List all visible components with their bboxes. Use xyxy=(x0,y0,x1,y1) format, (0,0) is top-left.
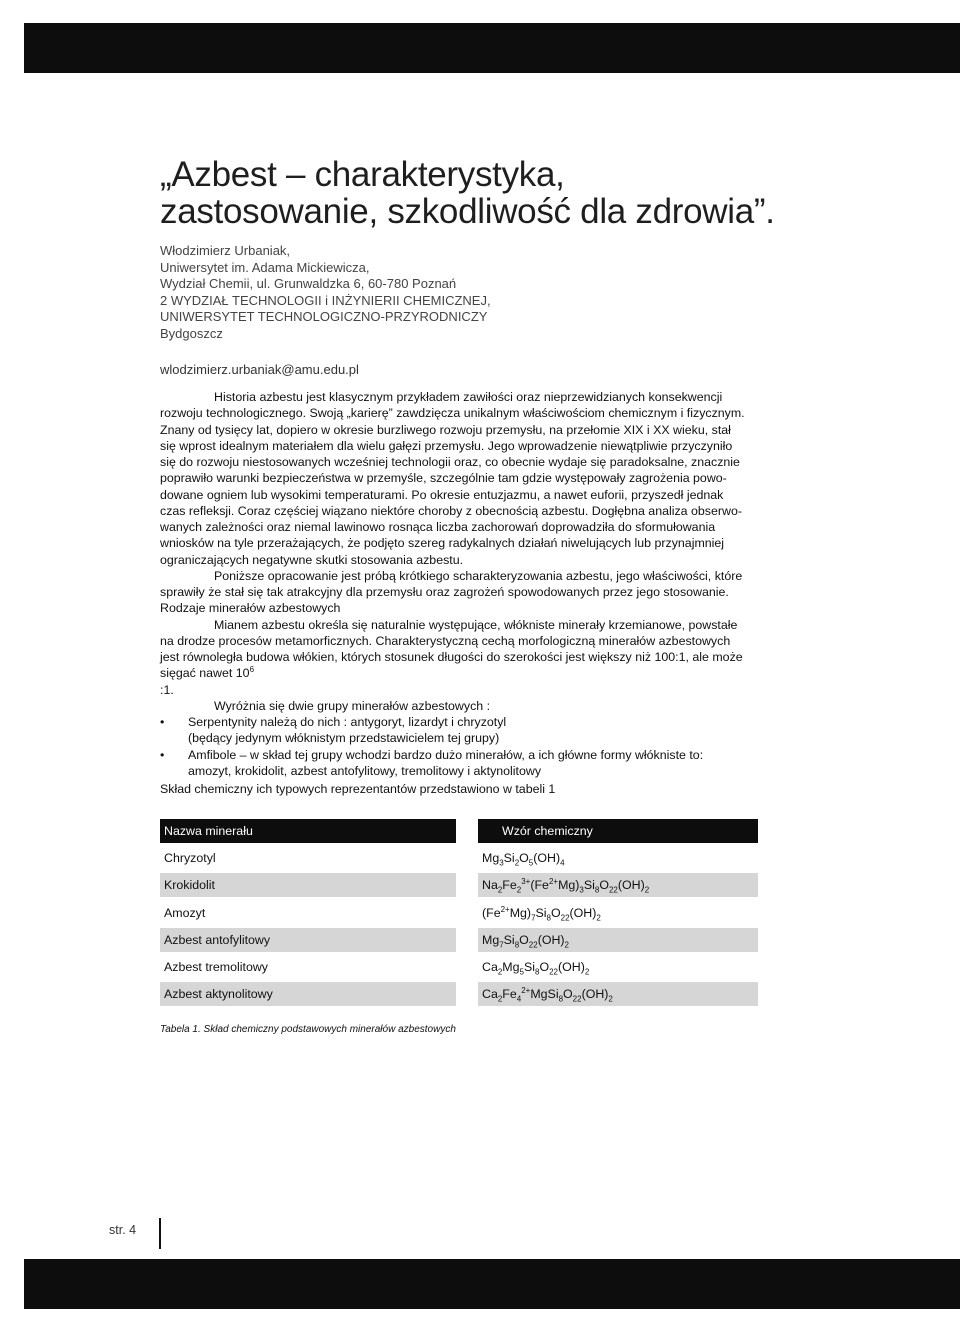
table-row xyxy=(160,981,758,1008)
mineral-name: Amozyt xyxy=(164,905,206,920)
table-header-row xyxy=(160,818,758,845)
exponent-tail: :1. xyxy=(160,682,174,697)
page-number-divider xyxy=(159,1218,161,1249)
bullet-text: Amfibole – w skład tej grupy wchodzi bardzo dużo minerałów, a ich główne formy włókniste to: xyxy=(188,747,704,762)
mineral-formula: $Mg_3Si_2O_5(OH)_4$ xyxy=(482,851,565,868)
bullet-icon: • xyxy=(160,715,165,729)
body-line: Poniższe opracowanie jest próbą krótkiego scharakteryzowania azbestu, jego właściwości, które xyxy=(214,568,743,583)
mineral-formula: $Ca_2Fe_4^{2+}MgSi_8O_{22}(OH)_2$ xyxy=(478,982,758,1006)
body-line: na drodze procesów metamorficznych. Charakterystyczną cechą morfologiczną minerałów azbestowych xyxy=(160,633,731,648)
author-line: Bydgoszcz xyxy=(160,325,223,341)
table-row xyxy=(160,900,758,927)
mineral-formula: $(Fe^{2+}Mg)_7Si_8O_{22}(OH)_2$ xyxy=(482,904,601,923)
mineral-name: Azbest tremolitowy xyxy=(164,959,268,974)
bullet-item xyxy=(160,747,762,763)
body-line: Wyróżnia się dwie grupy minerałów azbestowych : xyxy=(214,698,491,713)
bullet-continuation xyxy=(160,730,762,746)
title-line-1: „Azbest – charakterystyka, xyxy=(160,155,565,194)
body-line: poprawiło warunki bezpieczeństwa w przemyśle, szczególnie tam gdzie występowały zagrożenia powo- xyxy=(160,471,727,486)
body-line: Historia azbestu jest klasycznym przykładem zawiłości oraz nieprzewidzianych konsekwencji xyxy=(214,390,723,404)
body-line: dowane ogniem lub wysokimi temperaturami. Po okresie entuzjazmu, a nawet euforii, przyszedł jednak xyxy=(160,487,724,502)
header-bar xyxy=(24,23,960,73)
body-line: się do rozwoju niestosowanych wcześniej technologii oraz, co obecnie wydaje się paradoksalne, znacznie xyxy=(160,455,740,469)
mineral-formula: $Ca_2Mg_5Si_8O_{22}(OH)_2$ xyxy=(482,959,590,977)
header-formula: Wzór chemiczny xyxy=(478,819,758,843)
body-line: czas refleksji. Coraz częściej wiązano niektóre choroby z obecnością azbestu. Dogłębna analiza obserwo- xyxy=(160,503,742,518)
header-mineral-name: Nazwa minerału xyxy=(160,819,456,843)
mineral-formula: $Na_2Fe_2^{3+}(Fe^{2+}Mg)_3Si_8O_{22}(OH)_2$ xyxy=(478,873,758,897)
article-body xyxy=(160,389,762,779)
bullet-icon: • xyxy=(160,747,165,762)
bullet-text: (będący jedynym włóknistym przedstawicielem tej grupy) xyxy=(188,731,500,746)
body-line-exponent xyxy=(160,665,762,681)
mineral-formula: $Mg_7Si_8O_{22}(OH)_2$ xyxy=(478,928,758,952)
exponent-sup: 6 xyxy=(249,665,255,675)
table-row xyxy=(160,872,758,899)
author-line: Uniwersytet im. Adama Mickiewicza, xyxy=(160,259,370,275)
body-line: ograniczających negatywne skutki stosowania azbestu. xyxy=(160,552,464,567)
author-block xyxy=(160,243,880,343)
section-heading: Rodzaje minerałów azbestowych xyxy=(160,601,341,616)
author-line: Włodzimierz Urbaniak, xyxy=(160,243,291,258)
bullet-text: amozyt, krokidolit, azbest antofylitowy, tremolitowy i aktynolitowy xyxy=(188,763,542,778)
article-title xyxy=(160,156,920,230)
page-number: str. 4 xyxy=(109,1223,137,1237)
table-intro: Skład chemiczny ich typowych reprezentantów przedstawiono w tabeli 1 xyxy=(160,782,556,796)
bullet-item xyxy=(160,714,762,730)
body-line: Mianem azbestu określa się naturalnie występujące, włókniste minerały krzemianowe, powstałe xyxy=(214,617,738,632)
exponent-base: sięgać nawet 10 xyxy=(160,666,250,681)
table-row xyxy=(160,954,758,981)
body-line: rozwoju technologicznego. Swoją „karierę” zawdzięcza unikalnym właściwościom chemicznym i fizycznym. xyxy=(160,406,745,421)
table-row xyxy=(160,927,758,954)
title-line-2: zastosowanie, szkodliwość dla zdrowia”. xyxy=(160,192,775,231)
body-line: wniosków na tyle przerażających, że podjęto szereg radykalnych działań niwelujących lub przynajmniej xyxy=(160,536,725,551)
footer-bar xyxy=(24,1259,960,1309)
minerals-table xyxy=(160,818,758,1008)
author-line: UNIWERSYTET TECHNOLOGICZNO-PRZYRODNICZY xyxy=(160,309,488,325)
mineral-name: Azbest antofylitowy xyxy=(160,928,456,952)
mineral-name: Chryzotyl xyxy=(164,851,216,866)
body-line: jest równoległa budowa włókien, których stosunek długości do szerokości jest większy niż 100:1, ale może xyxy=(160,650,743,664)
body-line: wanych zależności oraz niemal lawinowo rosnąca liczba zachorowań doprowadziła do sformułowania xyxy=(160,520,716,534)
body-line: Znany od tysięcy lat, dopiero w okresie burzliwego rozwoju przemysłu, na przełomie XIX i XX wieku, stał xyxy=(160,422,731,437)
bullet-continuation xyxy=(160,763,762,779)
table-caption: Tabela 1. Skład chemiczny podstawowych minerałów azbestowych xyxy=(160,1024,456,1035)
author-line: 2 WYDZIAŁ TECHNOLOGII i INŻYNIERII CHEMICZNEJ, xyxy=(160,292,491,308)
mineral-name: Azbest aktynolitowy xyxy=(160,982,456,1006)
table-row xyxy=(160,845,758,872)
mineral-name: Krokidolit xyxy=(160,873,456,897)
bullet-text: Serpentynity należą do nich : antygoryt, lizardyt i chryzotyl xyxy=(188,715,507,729)
author-email[interactable]: wlodzimierz.urbaniak@amu.edu.pl xyxy=(160,362,359,377)
body-line: się wprost idealnym materiałem dla wielu gałęzi przemysłu. Jego wprowadzenie niewątpliwie przyczyniło xyxy=(160,438,733,453)
body-line: sprawiły że stał się tak atrakcyjny dla przemysłu oraz zagrożeń spowodowanych przez jego stosowanie. xyxy=(160,585,729,599)
author-line: Wydział Chemii, ul. Grunwaldzka 6, 60-780 Poznań xyxy=(160,276,457,292)
